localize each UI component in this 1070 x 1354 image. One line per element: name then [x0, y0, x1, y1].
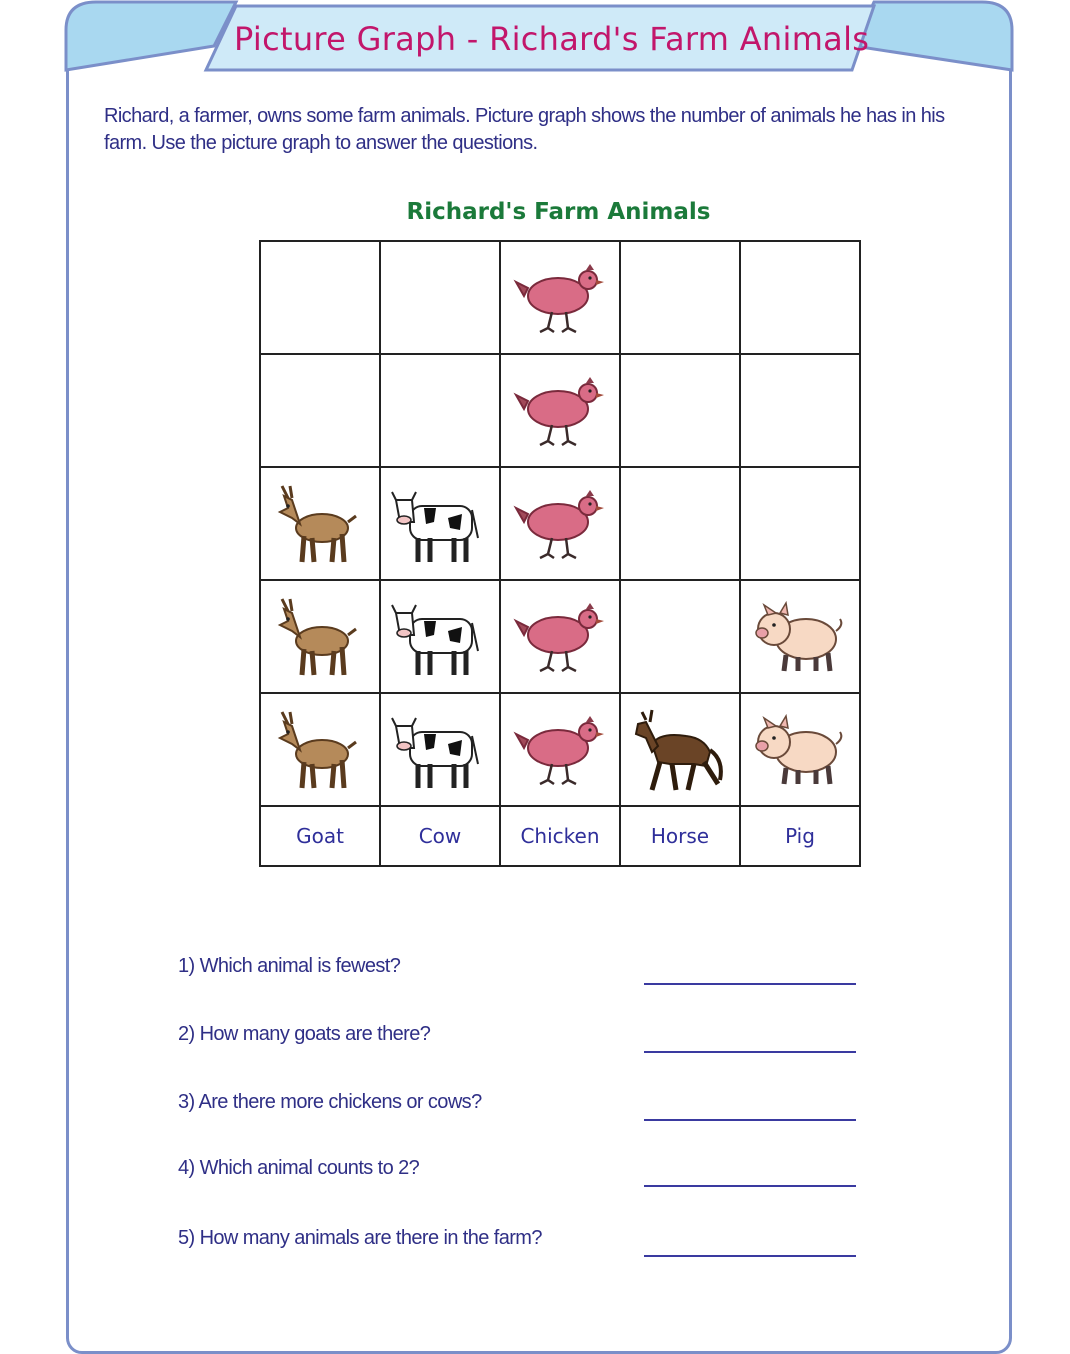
graph-cell — [380, 467, 500, 580]
question-label: How many goats are there? — [199, 1023, 431, 1045]
category-label: Horse — [650, 824, 710, 848]
pig-icon — [750, 591, 850, 683]
category-label: Cow — [418, 824, 462, 848]
chicken-icon — [510, 591, 610, 683]
question-number: 3) — [178, 1091, 195, 1113]
graph-row — [260, 354, 860, 467]
question-text — [178, 955, 400, 978]
category-label: Chicken — [520, 824, 600, 848]
answer-line[interactable] — [644, 1255, 856, 1257]
question-item — [178, 1091, 858, 1131]
page-title: Picture Graph - Richard's Farm Animals — [234, 20, 870, 58]
cow-icon — [390, 704, 490, 796]
goat-icon — [270, 478, 370, 570]
question-number: 2) — [178, 1023, 195, 1045]
category-cell — [620, 806, 740, 866]
graph-cell — [260, 241, 380, 354]
category-label: Goat — [296, 824, 344, 848]
cow-icon — [390, 478, 490, 570]
goat-icon — [270, 704, 370, 796]
graph-cell — [500, 354, 620, 467]
horse-icon — [630, 704, 730, 796]
graph-cell — [500, 580, 620, 693]
question-text — [178, 1157, 419, 1180]
question-label: Which animal is fewest? — [199, 955, 401, 977]
category-cell — [500, 806, 620, 866]
question-item — [178, 955, 858, 995]
graph-cell — [620, 467, 740, 580]
answer-line[interactable] — [644, 1185, 856, 1187]
intro-text: Richard, a farmer, owns some farm animals. Picture graph shows the number of animals he has in his farm. Use the picture graph to answer the questions. — [104, 105, 945, 154]
graph-cell — [260, 580, 380, 693]
picture-graph — [259, 240, 861, 867]
graph-cell — [620, 241, 740, 354]
graph-cell — [380, 241, 500, 354]
pig-icon — [750, 704, 850, 796]
title-banner — [0, 0, 1070, 90]
graph-row — [260, 580, 860, 693]
graph-title: Richard's Farm Animals — [406, 199, 711, 225]
category-cell — [740, 806, 860, 866]
graph-cell — [740, 241, 860, 354]
graph-cell — [500, 241, 620, 354]
question-item — [178, 1227, 858, 1267]
question-item — [178, 1157, 858, 1197]
question-number: 5) — [178, 1227, 195, 1249]
question-label: How many animals are there in the farm? — [199, 1227, 542, 1249]
graph-row — [260, 241, 860, 354]
graph-cell — [380, 354, 500, 467]
question-number: 1) — [178, 955, 195, 977]
question-text — [178, 1227, 542, 1250]
question-text — [178, 1023, 430, 1046]
category-cell — [260, 806, 380, 866]
chicken-icon — [510, 365, 610, 457]
graph-cell — [500, 467, 620, 580]
graph-cell — [740, 467, 860, 580]
graph-cell — [620, 693, 740, 806]
graph-cell — [620, 580, 740, 693]
question-number: 4) — [178, 1157, 195, 1179]
graph-row — [260, 467, 860, 580]
graph-cell — [260, 467, 380, 580]
category-label-row — [260, 806, 860, 866]
question-item — [178, 1023, 858, 1063]
graph-cell — [380, 693, 500, 806]
graph-cell — [740, 354, 860, 467]
graph-cell — [260, 354, 380, 467]
chicken-icon — [510, 252, 610, 344]
question-text — [178, 1091, 482, 1114]
category-label: Pig — [785, 824, 815, 848]
question-label: Are there more chickens or cows? — [198, 1091, 482, 1113]
chicken-icon — [510, 478, 610, 570]
graph-row — [260, 693, 860, 806]
graph-cell — [380, 580, 500, 693]
graph-cell — [260, 693, 380, 806]
category-cell — [380, 806, 500, 866]
graph-cell — [620, 354, 740, 467]
answer-line[interactable] — [644, 983, 856, 985]
graph-cell — [500, 693, 620, 806]
answer-line[interactable] — [644, 1051, 856, 1053]
chicken-icon — [510, 704, 610, 796]
cow-icon — [390, 591, 490, 683]
goat-icon — [270, 591, 370, 683]
graph-cell — [740, 580, 860, 693]
graph-cell — [740, 693, 860, 806]
question-label: Which animal counts to 2? — [199, 1157, 420, 1179]
answer-line[interactable] — [644, 1119, 856, 1121]
